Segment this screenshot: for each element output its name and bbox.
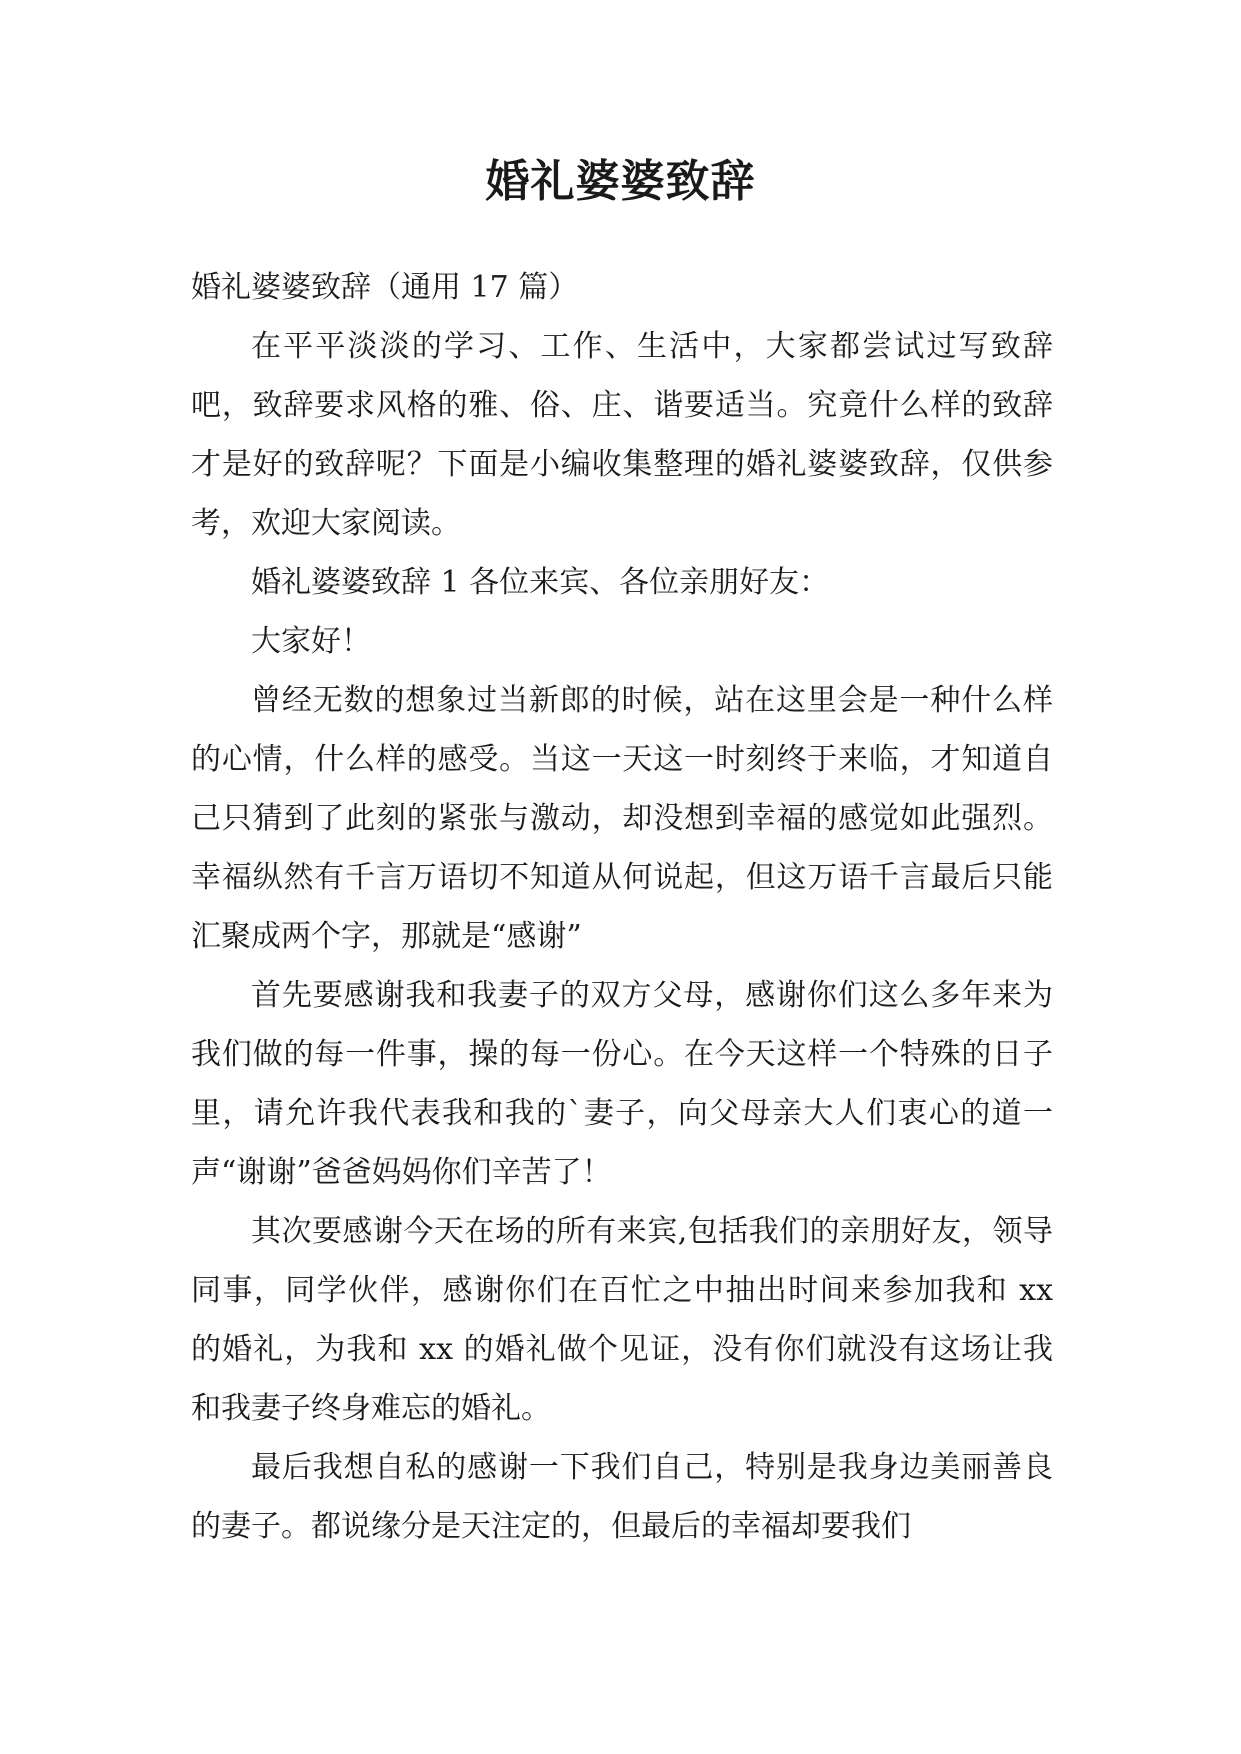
document-body [191, 258, 1053, 1556]
paragraph: 最后我想自私的感谢一下我们自己，特别是我身边美丽善良的妻子。都说缘分是天注定的，但最后的幸福却要我们 [191, 1450, 1053, 1544]
paragraph: 其次要感谢今天在场的所有来宾,包括我们的亲朋好友，领导同事，同学伙伴，感谢你们在百忙之中抽出时间来参加我和 xx 的婚礼，为我和 xx 的婚礼做个见证，没有你们就没有这场让我和我妻子终身难忘的婚礼。 [191, 1214, 1053, 1426]
document-title: 婚礼婆婆致辞 [485, 156, 756, 207]
paragraph: 婚礼婆婆致辞 1 各位来宾、各位亲朋好友： [251, 565, 830, 600]
paragraph: 大家好！ [251, 624, 371, 659]
paragraph: 首先要感谢我和我妻子的双方父母，感谢你们这么多年来为我们做的每一件事，操的每一份心。在今天这样一个特殊的日子里，请允许我代表我和我的`妻子，向父母亲大人们衷心的道一声“谢谢”爸爸妈妈你们辛苦了！ [191, 978, 1053, 1190]
paragraph: 曾经无数的想象过当新郎的时候，站在这里会是一种什么样的心情，什么样的感受。当这一天这一时刻终于来临，才知道自己只猜到了此刻的紧张与激动，却没想到幸福的感觉如此强烈。幸福纵然有千言万语切不知道从何说起，但这万语千言最后只能汇聚成两个字，那就是“感谢” [191, 683, 1053, 954]
paragraph: 在平平淡淡的学习、工作、生活中，大家都尝试过写致辞吧，致辞要求风格的雅、俗、庄、谐要适当。究竟什么样的致辞才是好的致辞呢？下面是小编收集整理的婚礼婆婆致辞，仅供参考，欢迎大家阅读。 [191, 329, 1053, 541]
paragraph: 婚礼婆婆致辞（通用 17 篇） [191, 270, 579, 305]
